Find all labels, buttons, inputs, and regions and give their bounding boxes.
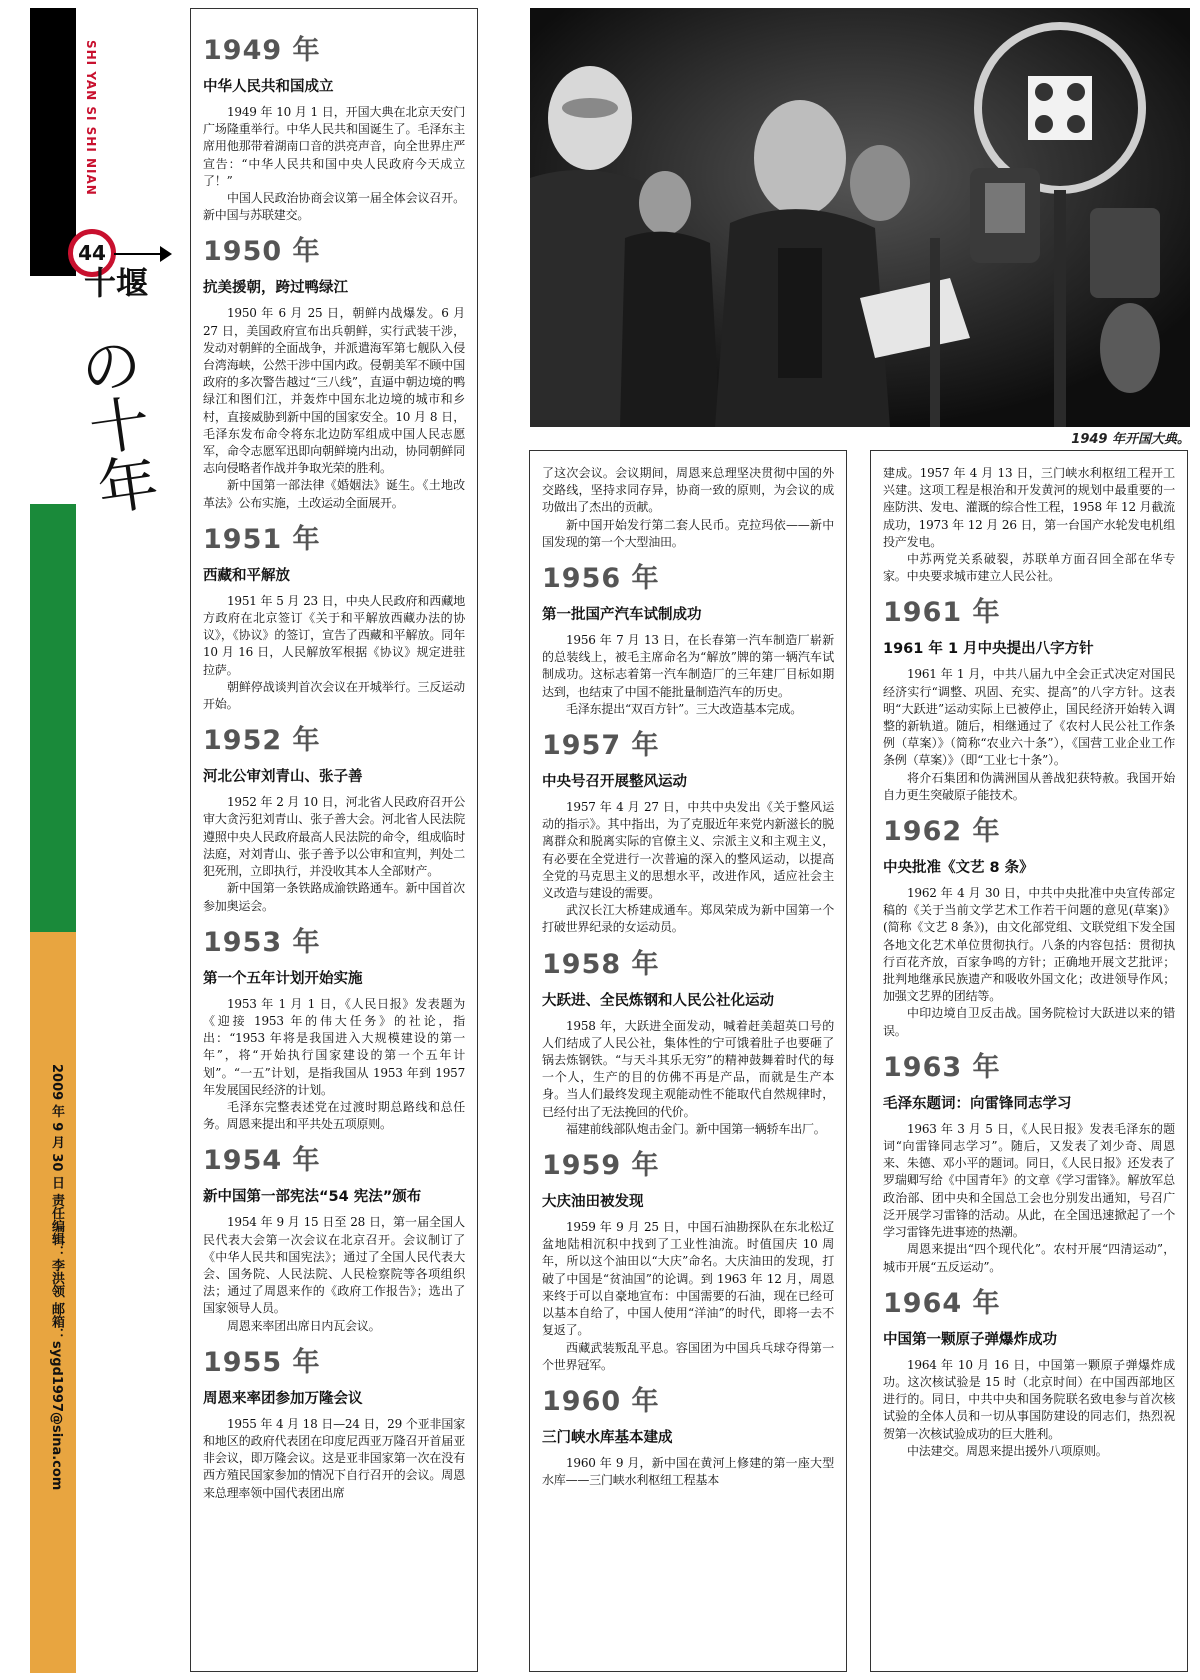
year-heading: 1953 年 <box>203 926 321 958</box>
event-paragraph: 1955 年 4 月 18 日—24 日，29 个亚非国家和地区的政府代表团在印度尼西亚万隆召开首届亚非会议，即万隆会议。这是亚非国家第一次在没有西方殖民国家参加的情况下自行召开的会议。周恩来总理率领中国代表团出席 <box>203 1416 465 1500</box>
year-section <box>203 1145 465 1334</box>
year-heading: 1949 年 <box>203 35 321 66</box>
event-headline: 抗美援朝，跨过鸭绿江 <box>203 280 348 297</box>
event-paragraph: 福建前线部队炮击金门。新中国第一辆轿车出厂。 <box>566 1121 826 1136</box>
event-paragraph: 1958 年，大跃进全面发动，喊着赶美超英口号的人们结成了人民公社，集体性的宁可饿着肚子也要砸了锅去炼钢铁。“与天斗其乐无穷”的精神鼓舞着时代的每一个人，生产的目的仿佛不再是产品，而就是生产本身。当人们最终发现主观能动性不能取代自然规律时，已经付出了无法挽回的代价。 <box>542 1018 834 1119</box>
brand-script-logo: の十年 <box>76 328 163 526</box>
event-paragraph: 毛泽东提出“双百方针”。三大改造基本完成。 <box>566 701 803 716</box>
event-headline: 第一个五年计划开始实施 <box>203 970 363 987</box>
section-label: SHI YAN SI SHI NIAN <box>84 40 98 196</box>
year-heading: 1955 年 <box>203 1346 321 1378</box>
event-paragraph: 将介石集团和伪满洲国从善战犯获特赦。我国开始自力更生突破原子能技术。 <box>883 770 1175 802</box>
event-paragraph: 1962 年 4 月 30 日，中共中央批准中央宣传部定稿的《关于当前文学艺术工作若干问题的意见(草案)》(简称《文艺 8 条》)，由文化部党组、文联党组下发全国各地文化艺术单位贯彻执行。八条的内容包括：贯彻执行百花齐放，百家争鸣的方针；正确地开展文艺批评；批判地继承民族遗产和吸收外国文化；改进领导作风；加强文艺界的团结等。 <box>883 886 1175 1004</box>
year-heading: 1959 年 <box>542 1150 660 1182</box>
event-paragraph: 西藏武装叛乱平息。容国团为中国兵乓球夺得第一个世界冠军。 <box>542 1340 834 1372</box>
year-section <box>203 35 465 224</box>
event-headline: 中华人民共和国成立 <box>203 79 334 95</box>
event-paragraph: 1957 年 4 月 27 日，中共中央发出《关于整风运动的指示》。其中指出，为了克服近年来党内新滋长的脱离群众和脱离实际的官僚主义、宗派主义和主观主义，有必要在全党进行一次普遍的深入的整风运动，以提高全党的马克思主义的思想水平，改进作风，适应社会主义改造与建设的需要。 <box>542 800 834 901</box>
year-heading: 1950 年 <box>203 236 321 268</box>
event-paragraph: 1961 年 1 月，中共八届九中全会正式决定对国民经济实行“调整、巩固、充实、提高”的八字方针。这表明“大跃进”运动实际上已被停止，国民经济开始转入调整的新轨道。随后，相继通过了《农村人民公社工作条例（草案）》（简称“农业六十条”），《国营工业企业工作条例（草案）》（即“工业七十条”）。 <box>883 667 1175 768</box>
footer-info: 2009 年 9 月 30 日 责任编辑：李洪领 邮箱：sygd1997@sina.com <box>49 1064 64 1491</box>
event-paragraph: 1953 年 1 月 1 日，《人民日报》发表题为《迎接 1953 年的伟大任务》的社论，指出：“1953 年将是我国进入大规模建设的第一年”，将“开始执行国家建设的第一个五年计划”。“一五”计划，是指我国从 1953 年到 1957 年发展国民经济的计划。 <box>203 996 465 1097</box>
side-band-green <box>30 504 76 932</box>
year-section <box>542 563 834 718</box>
event-paragraph: 1963 年 3 月 5 日，《人民日报》发表毛泽东的题词“向雷锋同志学习”。随后，又发表了刘少奇、周恩来、朱德、邓小平的题词。同日，《人民日报》还发表了罗瑞卿写给《中国青年》的文章《学习雷锋》。解放军总政治部、团中央和全国总工会也分别发出通知，号召广泛开展学习雷锋的活动。从此，在全国迅速掀起了一个学习雷锋先进事迹的热潮。 <box>883 1121 1175 1240</box>
event-headline: 大跃进、全民炼钢和人民公社化运动 <box>542 992 774 1009</box>
continued-paragraph: 了这次会议。会议期间，周恩来总理坚决贯彻中国的外交路线，坚持求同存异，协商一致的原则，为会议的成功做出了杰出的贡献。 <box>542 466 834 515</box>
continued-paragraph: 新中国开始发行第二套人民币。克拉玛依——新中国发现的第一个大型油田。 <box>542 517 834 549</box>
continued-text <box>542 465 834 551</box>
timeline-column-2 <box>529 450 847 1672</box>
photo-illustration <box>530 8 1190 427</box>
event-paragraph: 毛泽东完整表述党在过渡时期总路线和总任务。周恩来提出和平共处五项原则。 <box>203 1099 465 1132</box>
year-section <box>203 927 465 1134</box>
year-heading: 1964 年 <box>883 1287 1001 1319</box>
event-headline: 河北公审刘青山、张子善 <box>203 769 363 786</box>
year-section <box>542 949 834 1138</box>
year-section <box>203 1347 465 1502</box>
event-headline: 周恩来率团参加万隆会议 <box>203 1390 363 1407</box>
year-heading: 1963 年 <box>883 1051 1001 1083</box>
event-paragraph: 武汉长江大桥建成通车。郑凤荣成为新中国第一个打破世界纪录的女运动员。 <box>542 903 834 935</box>
continued-text <box>883 465 1175 585</box>
event-headline: 新中国第一部宪法“54 宪法”颁布 <box>203 1189 422 1206</box>
year-heading: 1951 年 <box>203 523 321 555</box>
event-headline: 大庆油田被发现 <box>542 1194 644 1211</box>
year-heading: 1962 年 <box>883 816 1001 848</box>
event-headline: 三门峡水库基本建成 <box>542 1429 673 1446</box>
year-section <box>203 236 465 511</box>
event-paragraph: 周恩来提出“四个现代化”。农村开展“四清运动”，城市开展“五反运动”。 <box>883 1242 1175 1274</box>
year-heading: 1954 年 <box>203 1145 321 1177</box>
year-section <box>883 597 1175 804</box>
year-section <box>883 1288 1175 1460</box>
event-paragraph: 1949 年 10 月 1 日，开国大典在北京天安门广场隆重举行。中华人民共和国诞生了。毛泽东主席用他那带着湖南口音的洪亮声音，向全世界庄严宣告：“中华人民共和国中央人民政府今天成立了！” <box>203 105 465 188</box>
year-section <box>542 1386 834 1489</box>
year-section <box>883 816 1175 1040</box>
event-headline: 中国第一颗原子弹爆炸成功 <box>883 1331 1057 1348</box>
continued-paragraph: 建成。1957 年 4 月 13 日，三门峡水利枢纽工程开工兴建。这项工程是根治和开发黄河的规划中最重要的一座防洪、发电、灌溉的综合性工程，1958 年 12 月截流成功，1973 年 12 月 26 日，第一台国产水轮发电机组投产发电。 <box>883 466 1175 549</box>
year-section <box>203 725 465 914</box>
event-paragraph: 新中国第一条铁路成渝铁路通车。新中国首次参加奥运会。 <box>203 881 465 913</box>
year-section <box>542 1150 834 1374</box>
year-heading: 1952 年 <box>203 725 321 757</box>
event-paragraph: 1964 年 10 月 16 日，中国第一颗原子弹爆炸成功。这次核试验是 15 时（北京时间）在中国西部地区进行的。同日，中共中央和国务院联名致电参与首次核试验的全体人员和一切从事国防建设的同志们，热烈祝贺第一次核试验成功的巨大胜利。 <box>883 1357 1175 1441</box>
event-headline: 中央号召开展整风运动 <box>542 774 687 791</box>
event-paragraph: 1956 年 7 月 13 日，在长春第一汽车制造厂崭新的总装线上，被毛主席命名为“解放”牌的第一辆汽车试制成功。这标志着第一汽车制造厂的三年建厂目标如期达到，也结束了中国不能批量制造汽车的历史。 <box>542 633 834 699</box>
event-paragraph: 1950 年 6 月 25 日，朝鲜内战爆发。6 月 27 日，美国政府宣布出兵朝鲜，实行武装干涉，发动对朝鲜的全面战争，并派遣海军第七舰队入侵台湾海峡，公然干涉中国内政。侵朝美军不顾中国政府的多次警告越过“三八线”，直逼中朝边境的鸭绿江和图们江，并轰炸中国东北边境的城市和乡村，直接威胁到新中国的国家安全。10 月 8 日，毛泽东发布命令将东北边防军组成中国人民志愿军，命令志愿军迅即向朝鲜境内出动，协同朝鲜同志向侵略者作战并争取光荣的胜利。 <box>203 306 465 476</box>
event-paragraph: 1960 年 9 月，新中国在黄河上修建的第一座大型水库——三门峡水利枢纽工程基本 <box>542 1455 834 1488</box>
event-headline: 中央批准《文艺 8 条》 <box>883 860 1034 877</box>
event-paragraph: 中国人民政治协商会议第一届全体会议召开。新中国与苏联建交。 <box>203 191 465 223</box>
page-pointer-line <box>114 253 166 255</box>
event-headline: 第一批国产汽车试制成功 <box>542 607 702 624</box>
event-paragraph: 中印边境自卫反击战。国务院检讨大跃进以来的错误。 <box>883 1006 1175 1038</box>
event-paragraph: 新中国第一部法律《婚姻法》诞生。《土地改革法》公布实施，土改运动全面展开。 <box>203 478 465 510</box>
year-section <box>542 730 834 937</box>
event-headline: 毛泽东题词：向雷锋同志学习 <box>883 1095 1072 1112</box>
event-paragraph: 周恩来率团出席日内瓦会议。 <box>227 1318 381 1333</box>
event-paragraph: 中法建交。周恩来提出援外八项原则。 <box>907 1443 1108 1458</box>
year-section <box>203 524 465 713</box>
side-band-black <box>30 8 76 276</box>
page-number: 44 <box>68 229 116 277</box>
event-paragraph: 1959 年 9 月 25 日，中国石油勘探队在东北松辽盆地陆相沉积中找到了工业性油流。时值国庆 10 周年，所以这个油田以“大庆”命名。大庆油田的发现，打破了中国是“贫油国”的论调。到 1963 年 12 月，周恩来终于可以自豪地宣布：中国需要的石油，现在已经可以基本自给了，中国人使用“洋油”的时代，即将一去不复返了。 <box>542 1220 834 1338</box>
year-section <box>883 1052 1175 1276</box>
event-headline: 西藏和平解放 <box>203 567 290 584</box>
event-paragraph: 1951 年 5 月 23 日，中央人民政府和西藏地方政府在北京签订《关于和平解放西藏办法的协议》，《协议》的签订，宣告了西藏和平解放。同年 10 月 16 日，人民解放军根据《协议》规定进驻拉萨。 <box>203 593 465 677</box>
year-heading: 1961 年 <box>883 597 1001 629</box>
year-heading: 1956 年 <box>542 563 660 595</box>
year-heading: 1957 年 <box>542 730 660 762</box>
photo-caption: 1949 年开国大典。 <box>1071 432 1190 447</box>
year-heading: 1958 年 <box>542 948 660 980</box>
event-paragraph: 朝鲜停战谈判首次会议在开城举行。三反运动开始。 <box>203 679 465 712</box>
brand-title: 十堰 <box>84 264 149 302</box>
event-headline: 1961 年 1 月中央提出八字方针 <box>883 641 1094 658</box>
page-pointer-arrow <box>160 246 172 262</box>
photo-founding-ceremony <box>530 8 1190 427</box>
event-paragraph: 1952 年 2 月 10 日，河北省人民政府召开公审大贪污犯刘青山、张子善大会。河北省人民法院遵照中央人民政府最高人民法院的命令，组成临时法庭，对刘青山、张子善予以公审和宣判，判处二犯死刑，立即执行，并没收其本人全部财产。 <box>203 795 465 879</box>
event-paragraph: 1954 年 9 月 15 日至 28 日，第一届全国人民代表大会第一次会议在北京召开。会议制订了《中华人民共和国宪法》；通过了全国人民代表大会、国务院、人民法院、人民检察院等各项组织法；通过了周恩来作的《政府工作报告》；选出了国家领导人员。 <box>203 1215 465 1316</box>
side-band-white <box>30 276 76 504</box>
timeline-column-1 <box>190 8 478 1672</box>
timeline-column-3 <box>870 450 1188 1672</box>
year-heading: 1960 年 <box>542 1385 660 1417</box>
continued-paragraph: 中苏两党关系破裂，苏联单方面召回全部在华专家。中央要求城市建立人民公社。 <box>883 552 1175 584</box>
